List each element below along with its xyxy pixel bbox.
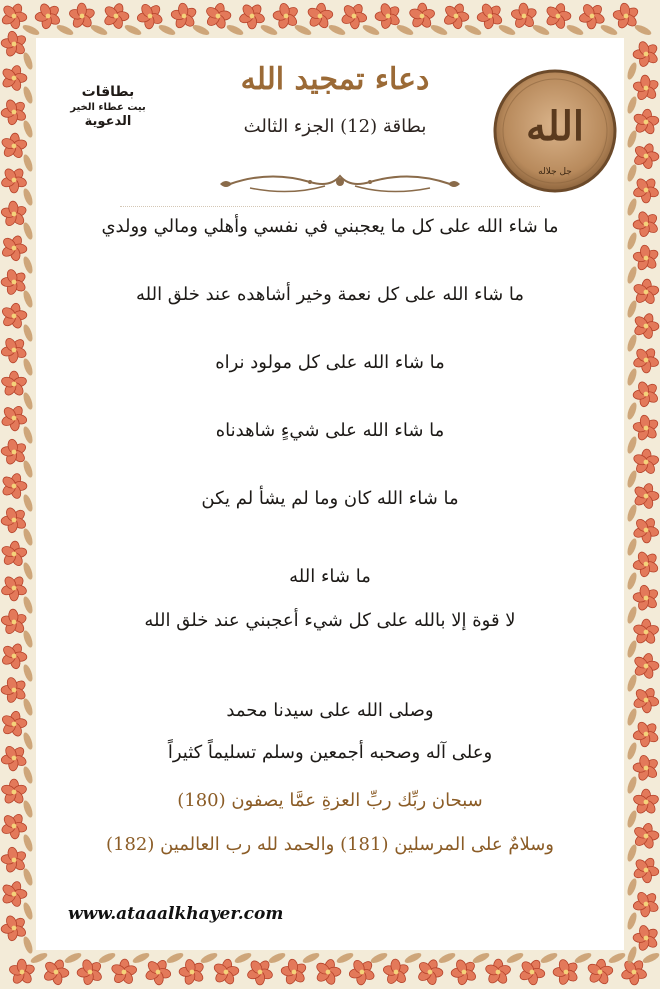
- leaf-icon: [22, 867, 35, 886]
- leaf-icon: [626, 707, 639, 726]
- leaf-icon: [22, 697, 35, 716]
- leaf-icon: [22, 833, 35, 852]
- flower-icon: [632, 619, 660, 646]
- leaf-icon: [22, 595, 35, 614]
- leaf-icon: [626, 911, 639, 930]
- leaf-icon: [63, 951, 82, 965]
- leaf-icon: [641, 951, 660, 965]
- leaf-icon: [626, 605, 639, 624]
- leaf-icon: [463, 23, 482, 37]
- flower-icon: [484, 959, 512, 986]
- leaf-icon: [22, 799, 35, 818]
- dua-line: ما شاء الله على شيءٍ شاهدناه: [215, 420, 445, 441]
- leaf-icon: [22, 663, 35, 682]
- leaf-icon: [565, 23, 584, 37]
- quran-line: وسلامٌ على المرسلين (181) والحمد لله رب العالمين (182): [105, 834, 554, 855]
- leaf-icon: [626, 843, 639, 862]
- leaf-icon: [22, 221, 35, 240]
- leaf-icon: [327, 23, 346, 37]
- leaf-icon: [22, 527, 35, 546]
- leaf-icon: [626, 129, 639, 148]
- leaf-icon: [22, 561, 35, 580]
- ornament-divider-icon: [210, 162, 470, 202]
- leaf-icon: [191, 23, 210, 37]
- leaf-icon: [403, 951, 422, 965]
- leaf-icon: [626, 571, 639, 590]
- leaf-icon: [22, 391, 35, 410]
- leaf-icon: [123, 23, 142, 37]
- leaf-icon: [599, 23, 618, 37]
- leaf-icon: [429, 23, 448, 37]
- leaf-icon: [369, 951, 388, 965]
- leaf-icon: [21, 23, 40, 37]
- badge-line-2: بيت عطاء الخير: [70, 102, 146, 113]
- leaf-icon: [626, 469, 639, 488]
- dotted-separator: [120, 206, 540, 207]
- quran-line: سبحان ربِّك ربِّ العزةِ عمَّا يصفون (180): [177, 790, 483, 811]
- leaf-icon: [89, 23, 108, 37]
- leaf-icon: [573, 951, 592, 965]
- leaf-icon: [361, 23, 380, 37]
- leaf-icon: [626, 639, 639, 658]
- leaf-icon: [131, 951, 150, 965]
- website-link[interactable]: www.ataaalkhayer.com: [68, 904, 284, 924]
- page-title: دعاء تمجيد الله: [240, 62, 430, 97]
- leaf-icon: [22, 323, 35, 342]
- leaf-icon: [97, 951, 116, 965]
- leaf-icon: [531, 23, 550, 37]
- medallion-caption: جل جلاله: [538, 167, 572, 177]
- flower-icon: [632, 789, 659, 815]
- badge-line-1: بطاقات: [81, 84, 135, 100]
- dua-line: ما شاء الله على كل مولود نراه: [215, 352, 445, 373]
- leaf-icon: [626, 265, 639, 284]
- leaf-icon: [22, 935, 35, 954]
- leaf-icon: [267, 951, 286, 965]
- leaf-icon: [55, 23, 74, 37]
- leaf-icon: [233, 951, 252, 965]
- allah-medallion-icon: [492, 68, 618, 194]
- leaf-icon: [505, 951, 524, 965]
- leaf-icon: [22, 765, 35, 784]
- leaf-icon: [199, 951, 218, 965]
- leaf-icon: [626, 741, 639, 760]
- medallion-name: الله: [526, 103, 584, 150]
- leaf-icon: [165, 951, 184, 965]
- leaf-icon: [626, 775, 639, 794]
- leaf-icon: [626, 367, 639, 386]
- leaf-icon: [22, 357, 35, 376]
- leaf-icon: [633, 23, 652, 37]
- leaf-icon: [626, 401, 639, 420]
- leaf-icon: [157, 23, 176, 37]
- dua-line: ما شاء الله كان وما لم يشأ لم يكن: [201, 488, 459, 509]
- leaf-icon: [22, 629, 35, 648]
- dua-line: ما شاء الله: [289, 566, 371, 587]
- leaf-icon: [626, 197, 639, 216]
- leaf-icon: [22, 459, 35, 478]
- leaf-icon: [22, 153, 35, 172]
- flower-icon: [0, 371, 27, 397]
- leaf-icon: [626, 163, 639, 182]
- dua-line: وصلى الله على سيدنا محمد: [226, 700, 434, 721]
- leaf-icon: [626, 673, 639, 692]
- leaf-icon: [22, 85, 35, 104]
- leaf-icon: [22, 289, 35, 308]
- dua-line: لا قوة إلا بالله على كل شيء أعجبني عند خلق الله: [144, 610, 516, 631]
- leaf-icon: [626, 537, 639, 556]
- leaf-icon: [626, 503, 639, 522]
- leaf-icon: [22, 493, 35, 512]
- dua-line: ما شاء الله على كل ما يعجبني في نفسي وأهلي ومالي وولدي: [101, 216, 559, 237]
- leaf-icon: [225, 23, 244, 37]
- card-subtitle: بطاقة (12) الجزء الثالث: [243, 116, 427, 137]
- leaf-icon: [626, 809, 639, 828]
- leaf-icon: [259, 23, 278, 37]
- leaf-icon: [626, 231, 639, 250]
- leaf-icon: [22, 255, 35, 274]
- leaf-icon: [22, 119, 35, 138]
- leaf-icon: [626, 299, 639, 318]
- leaf-icon: [497, 23, 516, 37]
- leaf-icon: [626, 95, 639, 114]
- leaf-icon: [22, 731, 35, 750]
- leaf-icon: [22, 901, 35, 920]
- leaf-icon: [22, 425, 35, 444]
- leaf-icon: [335, 951, 354, 965]
- leaf-icon: [626, 333, 639, 352]
- publisher-badge: [68, 82, 148, 134]
- leaf-icon: [539, 951, 558, 965]
- leaf-icon: [301, 951, 320, 965]
- leaf-icon: [293, 23, 312, 37]
- badge-line-3: الدعوية: [84, 114, 132, 129]
- leaf-icon: [471, 951, 490, 965]
- dua-line: وعلى آله وصحبه أجمعين وسلم تسليماً كثيراً: [167, 742, 493, 763]
- leaf-icon: [626, 61, 639, 80]
- leaf-icon: [29, 951, 48, 965]
- leaf-icon: [22, 187, 35, 206]
- leaf-icon: [395, 23, 414, 37]
- leaf-icon: [626, 435, 639, 454]
- leaf-icon: [607, 951, 626, 965]
- leaf-icon: [626, 877, 639, 896]
- leaf-icon: [437, 951, 456, 965]
- leaf-icon: [22, 51, 35, 70]
- dua-line: ما شاء الله على كل نعمة وخير أشاهده عند خلق الله: [135, 284, 525, 305]
- flower-icon: [0, 779, 27, 805]
